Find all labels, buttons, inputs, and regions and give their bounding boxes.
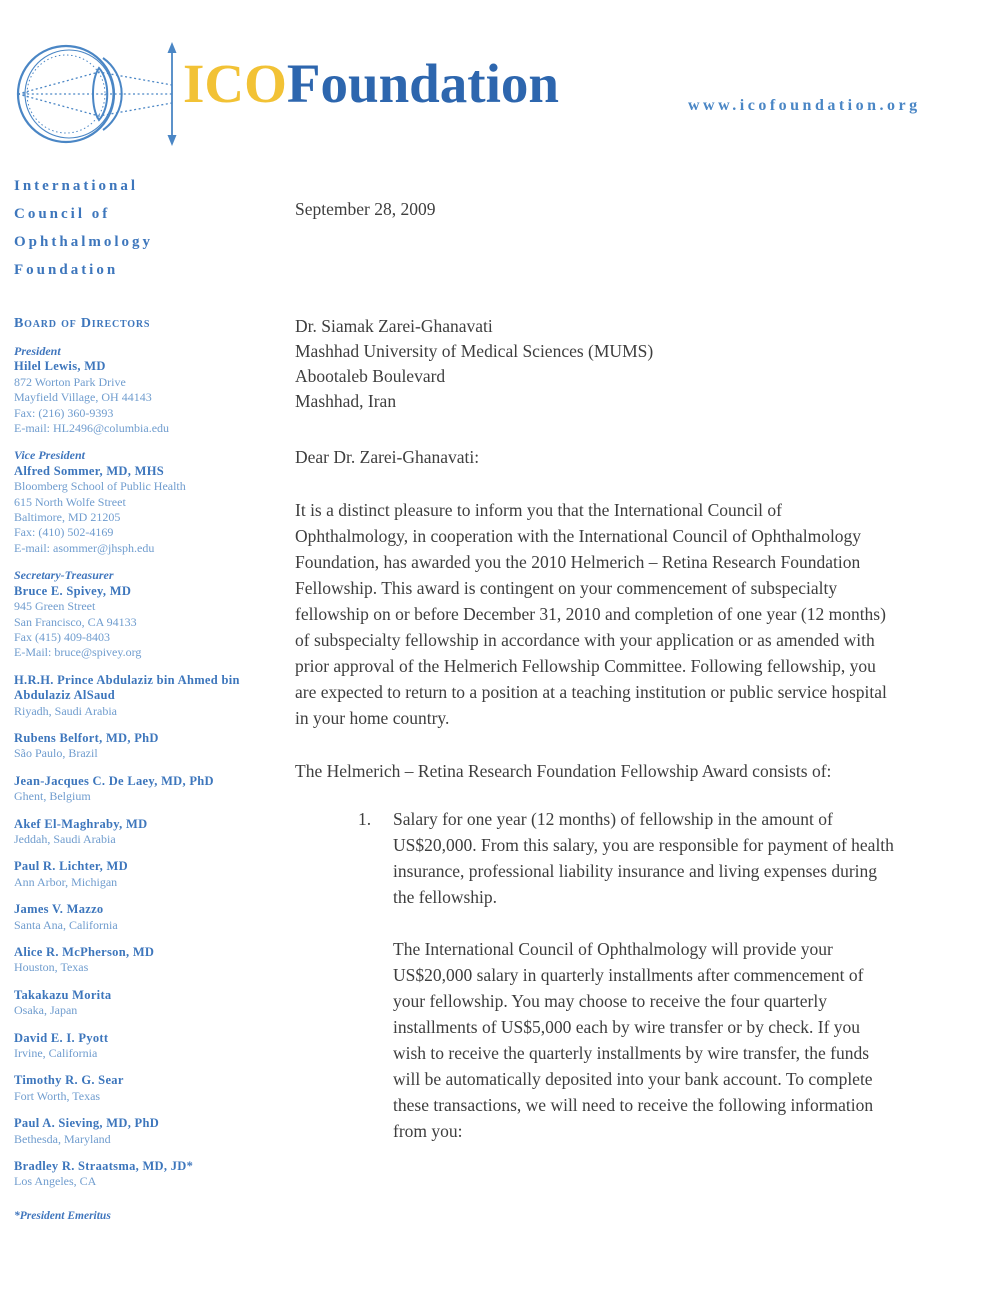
member-detail: Ann Arbor, Michigan — [14, 874, 118, 889]
member-detail: Jeddah, Saudi Arabia — [14, 831, 116, 846]
board-member — [14, 817, 268, 848]
member-role: Vice President — [14, 448, 85, 463]
member-detail: Ghent, Belgium — [14, 789, 91, 804]
sidebar — [14, 172, 268, 1222]
member-name: Takakazu Morita — [14, 987, 112, 1002]
logo-foundation-text: Foundation — [286, 53, 559, 114]
member-detail: Houston, Texas — [14, 960, 89, 975]
board-member — [14, 1031, 268, 1062]
letter-date: September 28, 2009 — [295, 199, 436, 219]
org-name-line: Ophthalmology — [14, 234, 154, 250]
member-detail: 872 Worton Park Drive — [14, 374, 126, 389]
board-member — [14, 1073, 268, 1104]
member-detail: Bethesda, Maryland — [14, 1131, 111, 1146]
list-item-text: Salary for one year (12 months) of fellowship in the amount of US$20,000. From this salary, you are responsible for payment of health insurance, professional liability insurance and living expenses during the fellowship. — [393, 809, 894, 907]
salutation: Dear Dr. Zarei-Ghanavati: — [295, 447, 480, 467]
member-detail: E-mail: asommer@jhsph.edu — [14, 540, 155, 555]
board-member — [14, 448, 268, 556]
member-detail: Osaka, Japan — [14, 1003, 78, 1018]
org-name-line: Council of — [14, 206, 111, 222]
logo-ico-text: ICO — [183, 53, 287, 114]
member-name: Alfred Sommer, MD, MHS — [14, 463, 164, 478]
member-detail: Fax: (216) 360-9393 — [14, 405, 114, 420]
board-member — [14, 774, 268, 805]
board-member — [14, 673, 268, 719]
paragraph-payment-details: The International Council of Ophthalmology will provide your US$20,000 salary in quarterly installments after commencement of your fellowship. You may choose to receive the four quarterly installments of US$5,000 each by wire transfer or by check. If you wish to receive the quarterly installments by wire transfer, the funds will be automatically deposited into your bank account. To complete these transactions, we will need to receive the following information from you: — [393, 939, 874, 1141]
member-detail: 945 Green Street — [14, 599, 96, 614]
org-name — [14, 172, 268, 284]
recipient-line: Abootaleb Boulevard — [295, 366, 446, 386]
recipient-line: Dr. Siamak Zarei-Ghanavati — [295, 316, 493, 336]
board-member — [14, 344, 268, 436]
member-name: Bruce E. Spivey, MD — [14, 583, 132, 598]
member-detail: 615 North Wolfe Street — [14, 494, 126, 509]
list-item-number: 1. — [358, 809, 372, 829]
letter-body — [295, 196, 895, 1144]
eye-diagram-icon — [6, 42, 184, 146]
member-detail: Mayfield Village, OH 44143 — [14, 390, 152, 405]
numbered-list-item-1 — [295, 806, 895, 910]
member-detail: Fax (415) 409-8403 — [14, 629, 110, 644]
recipient-address — [295, 314, 895, 414]
member-name: Timothy R. G. Sear — [14, 1073, 124, 1088]
member-name: James V. Mazzo — [14, 902, 104, 917]
board-member — [14, 568, 268, 660]
member-detail: Los Angeles, CA — [14, 1174, 97, 1189]
board-member — [14, 1159, 268, 1190]
member-name: Alice R. McPherson, MD — [14, 945, 155, 959]
board-of-directors-heading: Board of Directors — [14, 316, 151, 331]
recipient-line: Mashhad, Iran — [295, 391, 397, 411]
member-role: President — [14, 344, 61, 358]
member-name: H.R.H. Prince Abdulaziz bin Ahmed bin Abdulaziz AlSaud — [14, 672, 240, 703]
member-name: David E. I. Pyott — [14, 1030, 109, 1045]
member-name: Hilel Lewis, MD — [14, 359, 106, 374]
member-name: Bradley R. Straatsma, MD, JD* — [14, 1159, 194, 1174]
board-member — [14, 902, 268, 933]
recipient-line: Mashhad University of Medical Sciences (MUMS) — [295, 341, 654, 361]
paragraph-award-announcement: It is a distinct pleasure to inform you that the International Council of Ophthalmology, in cooperation with the International Council of Ophthalmology Foundation, has awarded you the 2010 Helmerich – Retina Research Foundation Fellowship. This award is contingent on your commencement of subspecialty fellowship on or before December 31, 2010 and completion of one year (12 months) of subspecialty fellowship in accordance with your application or as amended with prior approval of the Helmerich Fellowship Committee. Following fellowship, you are expected to return to a position at a teaching institution or public service hospital in your home country. — [295, 500, 887, 728]
member-name: Paul A. Sieving, MD, PhD — [14, 1116, 160, 1131]
board-member — [14, 731, 268, 762]
member-detail: Santa Ana, California — [14, 917, 118, 932]
org-name-line: Foundation — [14, 262, 119, 278]
member-name: Jean-Jacques C. De Laey, MD, PhD — [14, 773, 214, 788]
board-member — [14, 859, 268, 890]
member-detail: E-mail: HL2496@columbia.edu — [14, 421, 170, 436]
president-emeritus-footnote: *President Emeritus — [14, 1209, 111, 1222]
logo-wordmark — [183, 53, 559, 114]
board-member — [14, 1116, 268, 1147]
org-name-line: International — [14, 178, 139, 194]
member-detail: São Paulo, Brazil — [14, 746, 98, 761]
member-detail: Bloomberg School of Public Health — [14, 479, 186, 494]
member-detail: Irvine, California — [14, 1046, 98, 1061]
board-member — [14, 945, 268, 976]
member-detail: San Francisco, CA 94133 — [14, 614, 137, 629]
member-name: Rubens Belfort, MD, PhD — [14, 730, 159, 745]
member-detail: Riyadh, Saudi Arabia — [14, 703, 117, 718]
member-detail: Baltimore, MD 21205 — [14, 510, 121, 525]
member-role: Secretary-Treasurer — [14, 568, 114, 583]
member-detail: Fax: (410) 502-4169 — [14, 525, 114, 540]
website-url: www.icofoundation.org — [688, 97, 921, 114]
member-name: Akef El-Maghraby, MD — [14, 816, 148, 831]
paragraph-award-consists: The Helmerich – Retina Research Foundation Fellowship Award consists of: — [295, 761, 832, 781]
member-detail: E-Mail: bruce@spivey.org — [14, 645, 142, 660]
member-name: Paul R. Lichter, MD — [14, 859, 128, 874]
member-detail: Fort Worth, Texas — [14, 1088, 101, 1103]
board-member — [14, 988, 268, 1019]
